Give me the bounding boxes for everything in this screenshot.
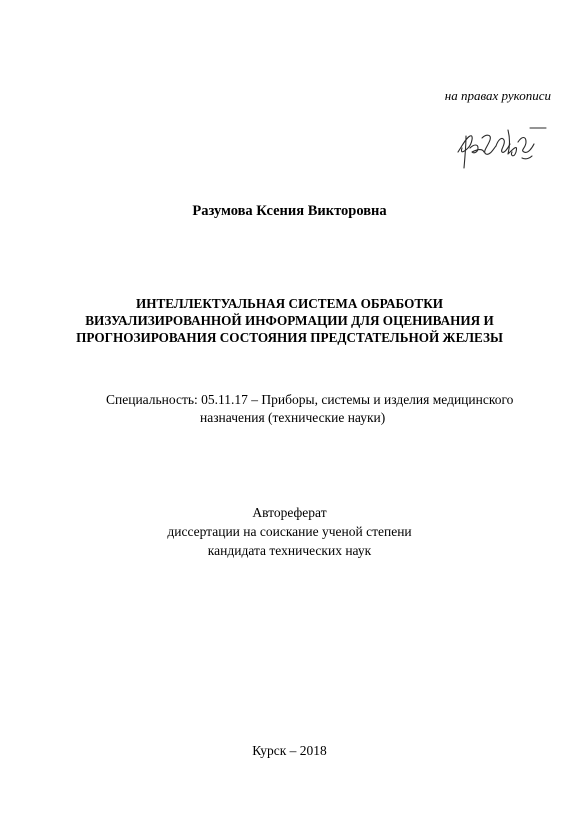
specialty-line: Специальность: 05.11.17 – Приборы, системы и изделия медицинского (106, 392, 514, 407)
title-line: ВИЗУАЛИЗИРОВАННОЙ ИНФОРМАЦИИ ДЛЯ ОЦЕНИВАНИЯ И (85, 313, 494, 328)
handwritten-signature (452, 118, 552, 174)
abstract-line: кандидата технических наук (207, 543, 372, 558)
author-name: Разумова Ксения Викторовна (192, 203, 387, 219)
abstract-designation (0, 503, 579, 560)
abstract-heading: Автореферат (252, 505, 327, 520)
abstract-line: диссертации на соискание ученой степени (167, 524, 412, 539)
title-line: ИНТЕЛЛЕКТУАЛЬНАЯ СИСТЕМА ОБРАБОТКИ (135, 296, 444, 311)
specialty-line: назначения (технические науки) (200, 410, 386, 425)
title-line: ПРОГНОЗИРОВАНИЯ СОСТОЯНИЯ ПРЕДСТАТЕЛЬНОЙ ЖЕЛЕЗЫ (76, 330, 503, 345)
specialty-block (0, 391, 579, 427)
manuscript-rights-note: на правах рукописи (444, 88, 551, 103)
place-and-year: Курск – 2018 (252, 743, 327, 758)
dissertation-title (40, 295, 539, 346)
